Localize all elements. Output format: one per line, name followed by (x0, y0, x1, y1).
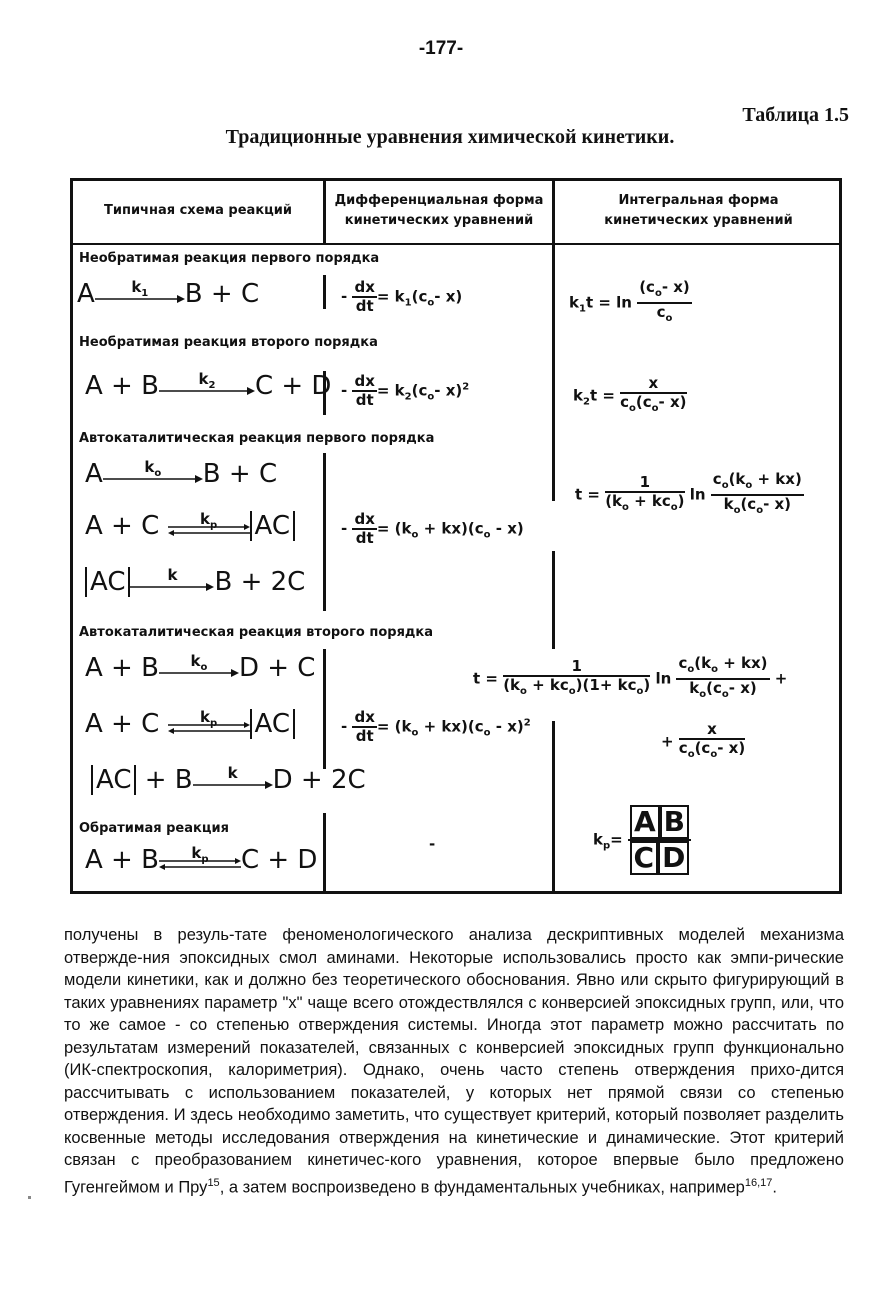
int-eq-reversible: $k_p=$ $\frac{\text{A B}}{\text{C D}}$ (593, 805, 691, 875)
section-reversible: Обратимая реакция (79, 821, 229, 836)
reaction-first-order: A $k_1$ B + C (77, 277, 260, 309)
reaction-second-order: A + B $k_2$ C + D (85, 369, 332, 401)
diff-eq-first-order: - $\frac{dx}{dt}$ = $k_1(c_o-$ x) (341, 278, 463, 315)
reaction-auto2-step2: A + C $k_p$ AC (85, 709, 295, 740)
col-line (323, 649, 326, 769)
col-line (323, 813, 326, 893)
col-line (552, 243, 555, 501)
page-number: -177- (418, 38, 464, 59)
int-eq-autocatalytic-first: t = $\frac{1}{(k_o + kc_o)}$ ln $\frac{c_o(k_o + kx)}{k_o(c_o- x)}$ (575, 470, 802, 516)
section-autocatalytic-second: Автокаталитическая реакция второго порядка (79, 625, 434, 640)
col-line (552, 551, 555, 649)
header-differential-form: Дифференциальная форма кинетических уравнений (334, 193, 544, 228)
int-eq-autocatalytic-second-a: t = $\frac{1}{(k_o + kc_o)(1+ kc_o)}$ ln $\frac{c_o(k_o + kx)}{k_o(c_o- x)}$ + (473, 654, 788, 700)
reaction-auto1-step1: A $k_o$ B + C (85, 457, 278, 489)
table-title: Традиционные уравнения химической кинетики. (225, 126, 675, 148)
section-autocatalytic-first: Автокаталитическая реакция первого порядка (79, 431, 435, 446)
reaction-auto1-step3: AC k B + 2C (85, 567, 305, 598)
reaction-reversible: A + B $k_p$ C + D (85, 843, 318, 875)
diff-eq-reversible: - (429, 835, 436, 853)
reaction-auto2-step3: AC + B k D + 2C (91, 765, 366, 796)
table-label: Таблица 1.5 (742, 104, 849, 126)
header-integral-form: Интегральная форма кинетических уравнений (604, 193, 793, 228)
header-reaction-scheme: Типичная схема реакций (103, 203, 293, 218)
col-line (323, 275, 326, 309)
reference-16-17: 16,17 (744, 1176, 773, 1189)
int-eq-first-order: $k_1t = \ln$ $\frac{(c_o- x)}{c_o}$ (569, 278, 690, 324)
int-eq-second-order: $k_2t$ = $\frac{x}{c_o(c_o- x)}$ (573, 374, 687, 414)
col-line (323, 453, 326, 611)
int-eq-autocatalytic-second-b: + $\frac{x}{c_o(c_o- x)}$ (661, 720, 746, 760)
reaction-auto1-step2: A + C $k_p$ AC (85, 511, 295, 542)
reference-15: 15 (207, 1176, 220, 1189)
body-paragraph: получены в резуль-тате феноменологического анализа дескриптивных моделей механизма отвержде-ния эпоксидных смол аминами. Некоторые использовались просто как эмпи-рические модели кинетики, как и должно без теоретического обоснования. Явно или скрыто фигурирующий в таких уравнениях параметр "х" чаще всего отождествлялся с конверсией эпоксидных групп, или, что то же самое - со степенью отверждения системы. Иногда этот параметр можно рассчитать по результатам измерений показателей, связанных с конверсией эпоксидных групп функционально (ИК-спектроскопия, калориметрия). Однако, очень часто степень отверждения прихо-дится рассчитывать с использованием показателей, у которых нет прямой связи со степенью отверждения. И здесь необходимо заметить, что существует критерий, который позволяет разделить косвенные методы исследования отверждения на кинетические и динамические. Этот критерий связан с преобразованием кинетичес-кого уравнения, которое впервые было предложено Гугенгеймом и Пру$^{15}$, а затем воспроизведено в фундаментальных учебниках, например$^{16,17}$. (64, 926, 844, 1196)
header-rule (73, 243, 839, 245)
section-second-order: Необратимая реакция второго порядка (79, 335, 378, 350)
reaction-auto2-step1: A + B $k_o$ D + C (85, 651, 316, 683)
diff-eq-autocatalytic-second: - $\frac{dx}{dt}$ = $(k_o + kx)(c_o - x)^2$ (341, 708, 531, 745)
diff-eq-autocatalytic-first: - $\frac{dx}{dt}$ = $(k_o + kx)(c_o - x)$ (341, 510, 524, 547)
scan-speck (28, 1196, 31, 1199)
kinetics-table (70, 178, 842, 894)
col-line (552, 721, 555, 893)
section-first-order: Необратимая реакция первого порядка (79, 251, 380, 266)
diff-eq-second-order: - $\frac{dx}{dt}$ = $k_2(c_o-$ x)$^2$ (341, 372, 470, 409)
